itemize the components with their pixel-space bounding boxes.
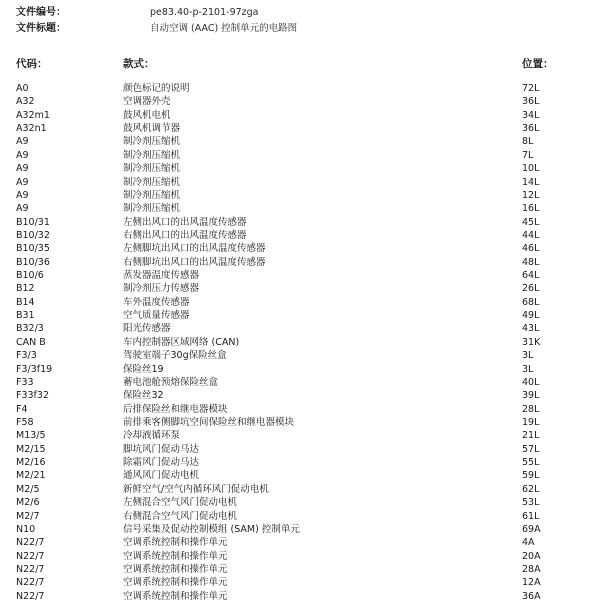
component-code: A9 xyxy=(16,149,29,161)
component-position: 14L xyxy=(522,176,540,188)
component-description: 制冷剂压缩机 xyxy=(123,203,181,215)
component-code: N22/7 xyxy=(16,563,45,575)
component-code: N22/7 xyxy=(16,577,45,589)
component-code: F33f32 xyxy=(16,390,49,402)
component-description: 左侧出风口的出风温度传感器 xyxy=(123,216,247,228)
table-row xyxy=(0,82,605,95)
component-description: 右侧出风口的出风温度传感器 xyxy=(123,229,247,241)
table-row xyxy=(0,309,605,322)
document-title-value: 自动空调 (AAC) 控制单元的电路图 xyxy=(150,23,298,34)
component-code: A9 xyxy=(16,163,29,175)
component-position: 55L xyxy=(522,457,540,469)
component-code: B14 xyxy=(16,296,35,308)
table-row xyxy=(0,363,605,376)
table-row xyxy=(0,202,605,215)
component-position: 72L xyxy=(522,83,540,94)
component-position: 57L xyxy=(522,443,540,455)
component-description: 脚坑风门促动马达 xyxy=(123,443,200,455)
component-position: 16L xyxy=(522,203,540,215)
component-description: 空调系统控制和操作单元 xyxy=(123,590,228,602)
component-description: 除霜风门促动马达 xyxy=(123,457,200,469)
component-code: CAN B xyxy=(16,336,46,348)
component-position: 12A xyxy=(522,577,541,589)
component-position: 68L xyxy=(522,296,540,308)
component-code: F3/3 xyxy=(16,350,37,362)
component-code: F58 xyxy=(16,416,34,428)
component-description: 空气质量传感器 xyxy=(123,310,190,322)
component-code: A9 xyxy=(16,176,29,188)
table-row xyxy=(0,349,605,362)
component-code: M13/5 xyxy=(16,430,46,442)
table-row xyxy=(0,550,605,563)
component-description: 车内控制器区域网络 (CAN) xyxy=(123,336,240,348)
component-code: B32/3 xyxy=(16,323,44,335)
table-row xyxy=(0,122,605,135)
component-description: 左侧脚坑出风口的出风温度传感器 xyxy=(123,243,266,255)
table-row xyxy=(0,322,605,335)
component-position: 61L xyxy=(522,510,540,522)
component-code: A9 xyxy=(16,136,29,148)
component-description: 空调系统控制和操作单元 xyxy=(123,577,228,589)
component-position: 19L xyxy=(522,416,540,428)
component-description: 新鲜空气/空气内循环风门促动电机 xyxy=(123,483,269,495)
component-description: 鼓风机电机 xyxy=(123,109,171,121)
component-position: 28A xyxy=(522,563,541,575)
component-code: N10 xyxy=(16,523,36,535)
component-code: N22/7 xyxy=(16,550,45,562)
position-column-header: 位置： xyxy=(522,58,554,70)
component-description: 右侧脚坑出风口的出风温度传感器 xyxy=(123,256,266,268)
component-code: F4 xyxy=(16,403,28,415)
component-position: 53L xyxy=(522,497,540,509)
component-description: 颜色标记的说明 xyxy=(123,83,190,94)
model-column-header: 款式： xyxy=(123,58,155,70)
table-row xyxy=(0,469,605,482)
component-code: B10/31 xyxy=(16,216,50,228)
table-row xyxy=(0,403,605,416)
component-description: 右侧混合空气风门促动电机 xyxy=(123,510,238,522)
table-row xyxy=(0,242,605,255)
component-position: 34L xyxy=(522,109,540,121)
component-position: 48L xyxy=(522,256,540,268)
table-row xyxy=(0,176,605,189)
component-code: M2/21 xyxy=(16,470,46,482)
component-position: 31K xyxy=(522,336,541,348)
component-description: 制冷剂压缩机 xyxy=(123,149,181,161)
table-row xyxy=(0,296,605,309)
component-code: M2/7 xyxy=(16,510,40,522)
component-description: 蓄电池舱预熔保险丝盒 xyxy=(123,376,219,388)
component-code: A9 xyxy=(16,203,29,215)
component-description: 信号采集及促动控制模组 (SAM) 控制单元 xyxy=(123,523,300,535)
component-description: 通风风门促动电机 xyxy=(123,470,200,482)
table-row xyxy=(0,376,605,389)
component-position: 62L xyxy=(522,483,540,495)
table-row xyxy=(0,229,605,242)
component-description: 制冷剂压力传感器 xyxy=(123,283,200,295)
component-code: A32 xyxy=(16,96,35,108)
component-code: M2/16 xyxy=(16,457,46,469)
table-row xyxy=(0,256,605,269)
component-position: 3L xyxy=(522,350,534,362)
table-row xyxy=(0,109,605,122)
component-description: 后排保险丝和继电器模块 xyxy=(123,403,228,415)
table-row xyxy=(0,149,605,162)
table-row xyxy=(0,483,605,496)
component-description: 制冷剂压缩机 xyxy=(123,176,181,188)
component-position: 20A xyxy=(522,550,541,562)
component-code: A0 xyxy=(16,83,29,94)
component-code: N22/7 xyxy=(16,590,45,602)
table-row xyxy=(0,523,605,536)
code-column-header: 代码： xyxy=(16,58,48,70)
component-code: F3/3f19 xyxy=(16,363,53,375)
component-description: 空调器外壳 xyxy=(123,96,171,108)
table-row xyxy=(0,443,605,456)
table-row xyxy=(0,429,605,442)
component-position: 26L xyxy=(522,283,540,295)
component-code: B10/32 xyxy=(16,229,50,241)
table-row xyxy=(0,389,605,402)
component-position: 28L xyxy=(522,403,540,415)
component-description: 制冷剂压缩机 xyxy=(123,189,181,201)
component-position: 44L xyxy=(522,229,540,241)
component-position: 69A xyxy=(522,523,541,535)
component-code: M2/6 xyxy=(16,497,40,509)
table-row xyxy=(0,269,605,282)
component-position: 59L xyxy=(522,470,540,482)
table-row xyxy=(0,216,605,229)
component-description: 保险丝32 xyxy=(123,390,164,402)
component-description: 空调系统控制和操作单元 xyxy=(123,550,228,562)
component-description: 车外温度传感器 xyxy=(123,296,190,308)
component-code: A32m1 xyxy=(16,109,50,121)
component-description: 冷却液循环泵 xyxy=(123,430,181,442)
component-position: 7L xyxy=(522,149,534,161)
document-title-label: 文件标题： xyxy=(16,23,66,34)
table-row xyxy=(0,510,605,523)
component-position: 40L xyxy=(522,376,540,388)
component-code: F33 xyxy=(16,376,34,388)
component-description: 鼓风机调节器 xyxy=(123,123,181,135)
component-code: A9 xyxy=(16,189,29,201)
document-number-value: pe83.40-p-2101-97zga xyxy=(150,7,259,18)
table-row xyxy=(0,590,605,603)
component-description: 空调系统控制和操作单元 xyxy=(123,563,228,575)
component-description: 左侧混合空气风门促动电机 xyxy=(123,497,238,509)
component-position: 8L xyxy=(522,136,534,148)
component-position: 36L xyxy=(522,96,540,108)
table-row xyxy=(0,576,605,589)
document-number-label: 文件编号： xyxy=(16,7,66,18)
component-position: 10L xyxy=(522,163,540,175)
component-code: A32n1 xyxy=(16,123,47,135)
component-description: 空调系统控制和操作单元 xyxy=(123,537,228,549)
component-description: 制冷剂压缩机 xyxy=(123,163,181,175)
component-position: 12L xyxy=(522,189,540,201)
component-code: M2/15 xyxy=(16,443,46,455)
component-description: 保险丝19 xyxy=(123,363,164,375)
component-code: B12 xyxy=(16,283,35,295)
component-position: 49L xyxy=(522,310,540,322)
component-code: B10/35 xyxy=(16,243,50,255)
component-code: B10/36 xyxy=(16,256,50,268)
component-table xyxy=(0,82,605,603)
component-code: N22/7 xyxy=(16,537,45,549)
component-code: B31 xyxy=(16,310,35,322)
component-position: 36A xyxy=(522,590,541,602)
table-row xyxy=(0,563,605,576)
table-row xyxy=(0,95,605,108)
component-position: 64L xyxy=(522,270,540,282)
component-description: 前排乘客侧脚坑空间保险丝和继电器模块 xyxy=(123,416,295,428)
component-position: 46L xyxy=(522,243,540,255)
table-row xyxy=(0,496,605,509)
table-row xyxy=(0,336,605,349)
component-code: M2/5 xyxy=(16,483,40,495)
component-code: B10/6 xyxy=(16,270,44,282)
component-position: 4A xyxy=(522,537,535,549)
component-position: 39L xyxy=(522,390,540,402)
table-row xyxy=(0,536,605,549)
table-row xyxy=(0,456,605,469)
table-row xyxy=(0,282,605,295)
table-row xyxy=(0,416,605,429)
component-position: 36L xyxy=(522,123,540,135)
component-description: 制冷剂压缩机 xyxy=(123,136,181,148)
component-position: 45L xyxy=(522,216,540,228)
component-description: 蒸发器温度传感器 xyxy=(123,270,200,282)
component-description: 驾驶室端子30g保险丝盒 xyxy=(123,350,227,362)
component-position: 3L xyxy=(522,363,534,375)
table-row xyxy=(0,189,605,202)
component-position: 21L xyxy=(522,430,540,442)
table-row xyxy=(0,135,605,148)
component-description: 阳光传感器 xyxy=(123,323,171,335)
table-row xyxy=(0,162,605,175)
component-position: 43L xyxy=(522,323,540,335)
